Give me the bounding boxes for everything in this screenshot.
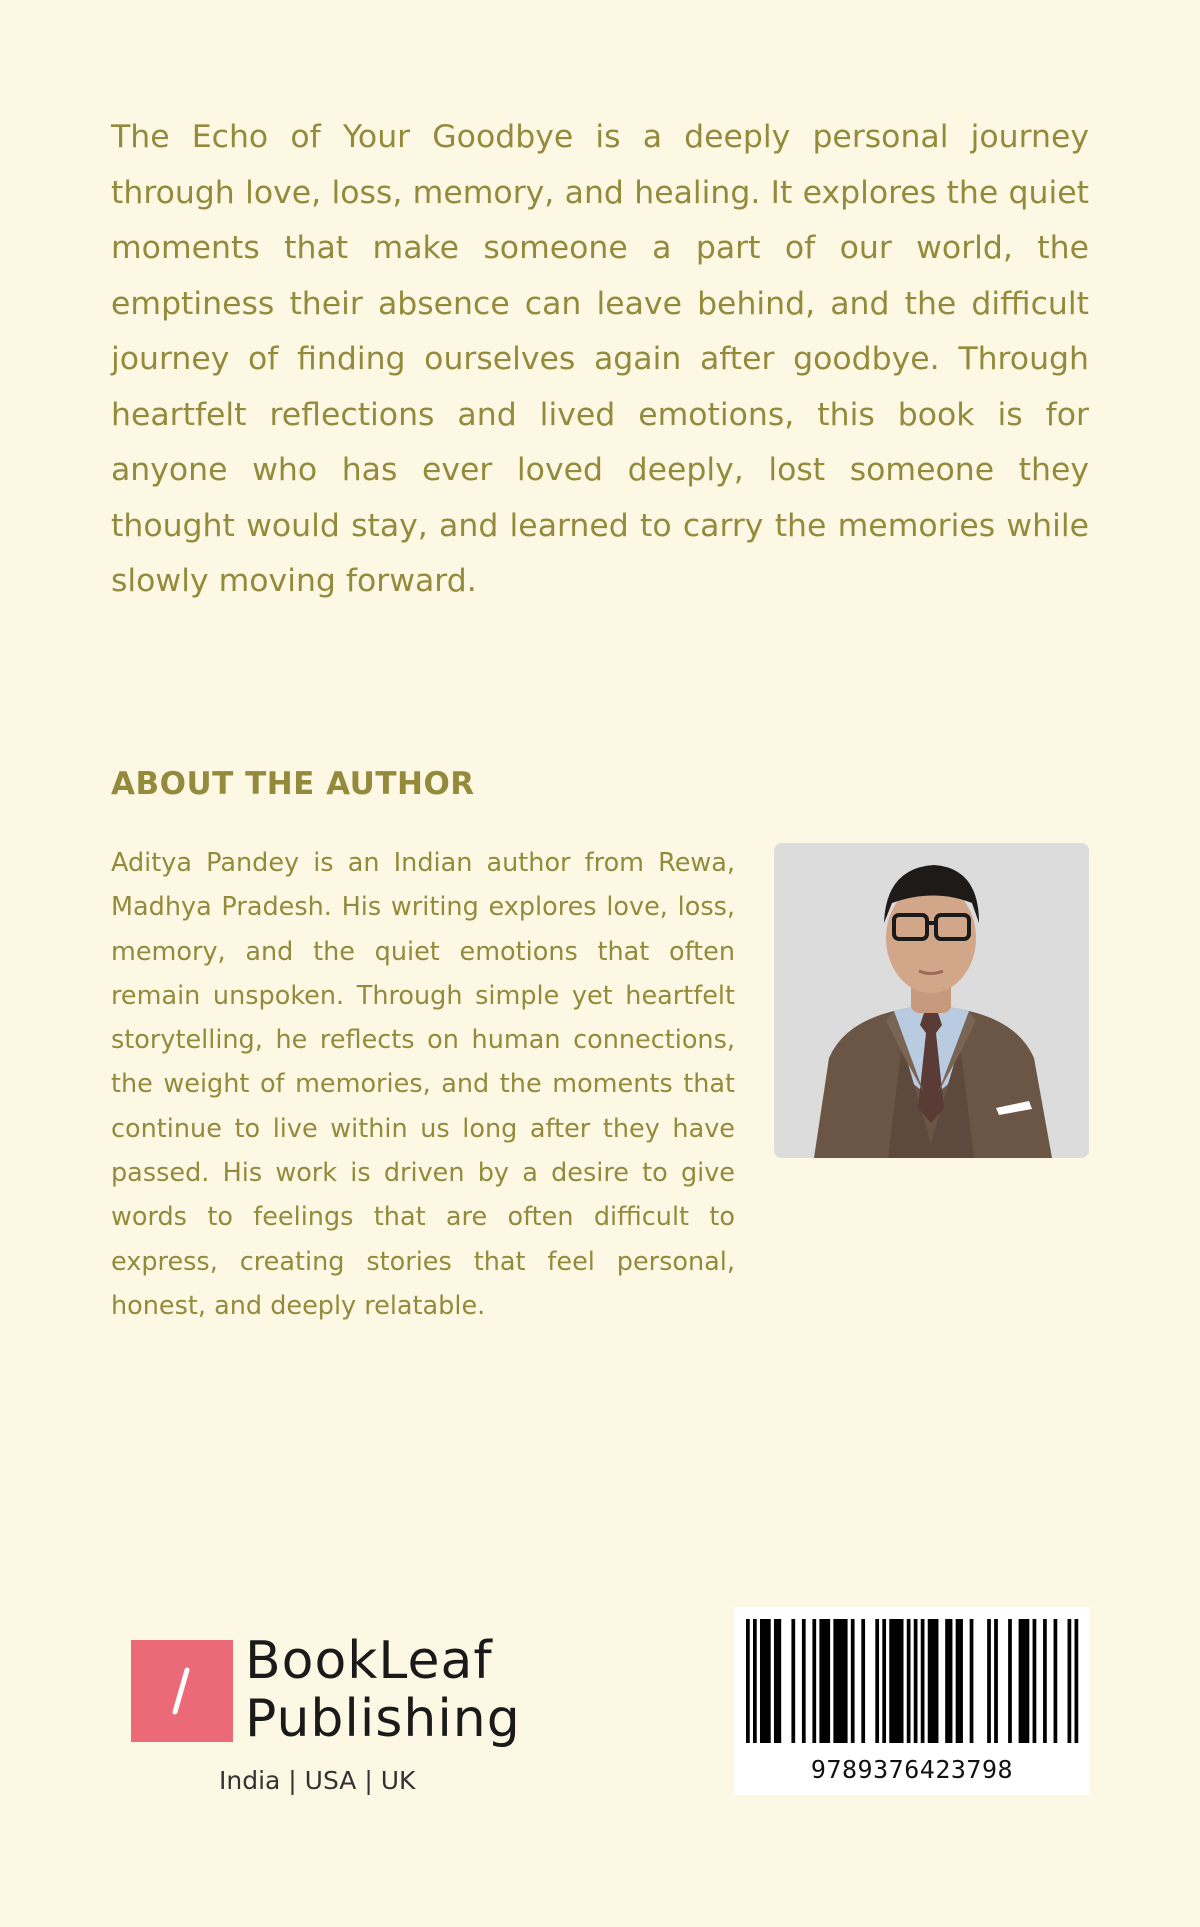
book-blurb: The Echo of Your Goodbye is a deeply personal journey through love, loss, memory, and healing. It explores the quiet moments that make someone a part of our world, the emptiness their absence can leave behind, and the difficult journey of finding ourselves again after goodbye. Through heartfelt reflections and lived emotions, this book is for anyone who has ever loved deeply, lost someone they thought would stay, and learned to carry the memories while slowly moving forward. (111, 119, 1089, 599)
barcode-bar (949, 1619, 953, 1743)
barcode-bar (921, 1619, 925, 1743)
barcode-bar (1033, 1619, 1037, 1743)
barcode-bar (746, 1619, 750, 1743)
barcode-bar (823, 1619, 827, 1743)
barcode-bar (812, 1619, 816, 1743)
author-photo (774, 843, 1089, 1158)
barcode-bar (907, 1619, 911, 1743)
barcode-bar (861, 1619, 865, 1743)
publisher-name (245, 1632, 521, 1748)
barcode-bar (896, 1619, 900, 1743)
barcode-bar (889, 1619, 893, 1743)
about-author-heading: ABOUT THE AUTHOR (111, 766, 475, 802)
barcode-bar (1026, 1619, 1030, 1743)
barcode-bar (1043, 1619, 1047, 1743)
barcode-bar (935, 1619, 939, 1743)
slash-icon (131, 1640, 233, 1742)
barcode-bar (1068, 1619, 1072, 1743)
barcode-bar (900, 1619, 904, 1743)
barcode-bar (945, 1619, 949, 1743)
barcode-bar (1008, 1619, 1012, 1743)
barcode-bar (844, 1619, 848, 1743)
about-author-text: Aditya Pandey is an Indian author from Rewa, Madhya Pradesh. His writing explores love, loss, memory, and the quiet emotions that often remain unspoken. Through simple yet heartfelt storytelling, he reflects on human connections, the weight of memories, and the moments that continue to live within us long after they have passed. His work is driven by a desire to give words to feelings that are often difficult to express, creating stories that feel personal, honest, and deeply relatable. (111, 848, 735, 1321)
barcode-bar (840, 1619, 844, 1743)
barcode-bar (994, 1619, 998, 1743)
barcode-bar (802, 1619, 806, 1743)
barcode-bar (1054, 1619, 1058, 1743)
publisher-name-line1: BookLeaf (245, 1631, 493, 1691)
barcode-bar (1019, 1619, 1023, 1743)
barcode-bar (987, 1619, 991, 1743)
barcode-bar (914, 1619, 918, 1743)
barcode-bar (851, 1619, 855, 1743)
publisher-logo (131, 1631, 531, 1795)
barcode-bar (970, 1619, 974, 1743)
barcode-bar (833, 1619, 837, 1743)
barcode-bar (819, 1619, 823, 1743)
isbn-barcode (734, 1607, 1090, 1795)
barcode-bar (882, 1619, 886, 1743)
barcode-bar (893, 1619, 897, 1743)
barcode-bar (791, 1619, 795, 1743)
barcode-bar (931, 1619, 935, 1743)
barcode-bar (763, 1619, 767, 1743)
barcode-bar (928, 1619, 932, 1743)
barcode-bar (875, 1619, 879, 1743)
isbn-number: 9789376423798 (810, 1755, 1014, 1784)
barcode-bar (959, 1619, 963, 1743)
barcode-bar (826, 1619, 830, 1743)
barcode-bar (837, 1619, 841, 1743)
barcode-bar (1075, 1619, 1079, 1743)
barcode-bar (956, 1619, 960, 1743)
barcode-bar (1022, 1619, 1026, 1743)
publisher-name-line2: Publishing (245, 1689, 521, 1749)
barcode-bar (753, 1619, 757, 1743)
barcode-bar (774, 1619, 778, 1743)
barcode-bar (777, 1619, 781, 1743)
barcode-bar (760, 1619, 764, 1743)
publisher-regions: India | USA | UK (219, 1766, 416, 1795)
barcode-bar (767, 1619, 771, 1743)
